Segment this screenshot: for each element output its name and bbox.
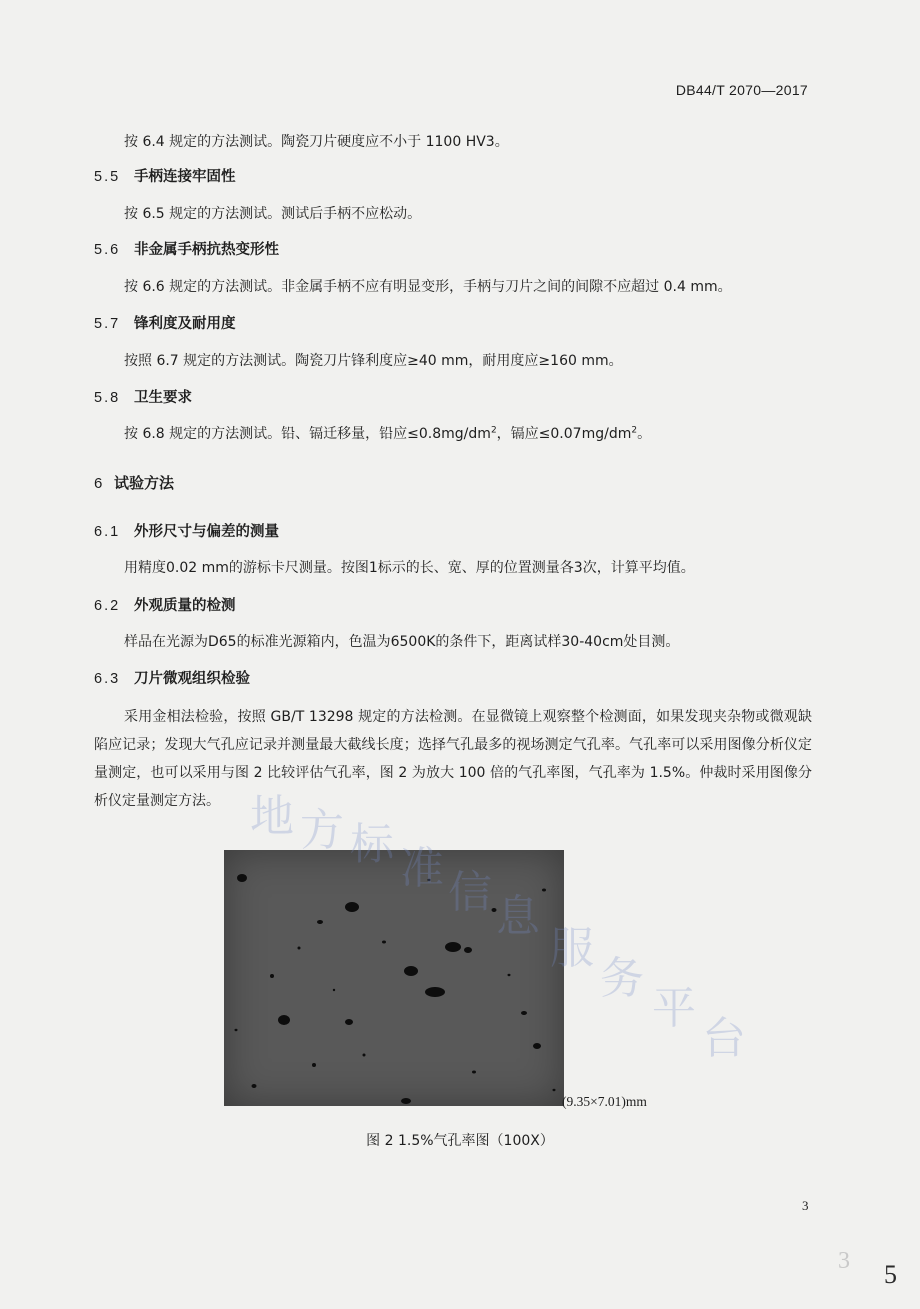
watermark-char: 方 — [300, 805, 344, 856]
heading-number: 6.1 — [94, 524, 121, 540]
page-number: 3 — [802, 1198, 809, 1213]
paragraph-5-8 — [124, 423, 651, 443]
corner-mark: 5 — [884, 1260, 897, 1289]
heading-title: 非金属手柄抗热变形性 — [134, 242, 279, 258]
paragraph-5-7: 按照 6.7 规定的方法测试。陶瓷刀片锋利度应≥40 mm，耐用度应≥160 mm。 — [124, 353, 623, 369]
heading-6-2 — [94, 594, 236, 615]
heading-5-7 — [94, 312, 236, 333]
heading-title: 试验方法 — [114, 474, 175, 492]
paragraph-5-6: 按 6.6 规定的方法测试。非金属手柄不应有明显变形，手柄与刀片之间的间隙不应超过 0.4 mm。 — [124, 279, 732, 295]
heading-title: 刀片微观组织检验 — [134, 671, 250, 687]
heading-number: 5.5 — [94, 169, 121, 185]
heading-number: 5.7 — [94, 316, 121, 332]
watermark-char: 务 — [600, 953, 644, 1004]
paragraph-6-3: 采用金相法检验，按照 GB/T 13298 规定的方法检测。在显微镜上观察整个检测面，如果发现夹杂物或微观缺陷应记录；发现大气孔应记录并测量最大截线长度；选择气孔最多的视场测定气孔率。气孔率可以采用图像分析仪定量测定，也可以采用与图 2 比较评估气孔率，图 2 为放大 100 倍的气孔率图，气孔率为 1.5%。仲裁时采用图像分析仪定量测定方法。 — [94, 709, 812, 809]
figure-caption: 图 2 1.5%气孔率图（100X） — [366, 1133, 554, 1149]
heading-number: 6.2 — [94, 598, 121, 614]
superscript: 2 — [490, 425, 497, 436]
superscript: 2 — [631, 425, 638, 436]
watermark-char: 平 — [652, 983, 696, 1034]
heading-5-8 — [94, 386, 192, 407]
watermark-char: 信 — [448, 867, 492, 918]
watermark-char: 准 — [400, 843, 444, 894]
heading-5-6 — [94, 238, 279, 259]
watermark-char: 标 — [350, 819, 394, 870]
heading-number: 5.6 — [94, 242, 121, 258]
paragraph-5-5: 按 6.5 规定的方法测试。测试后手柄不应松动。 — [124, 206, 422, 222]
heading-number: 5.8 — [94, 390, 121, 406]
heading-6-3 — [94, 667, 250, 688]
heading-number: 6 — [94, 475, 103, 492]
heading-6 — [94, 472, 174, 493]
paragraph-6-2: 样品在光源为D65的标准光源箱内，色温为6500K的条件下，距离试样30-40cm处目测。 — [124, 634, 680, 650]
heading-5-5 — [94, 165, 236, 186]
porosity-micrograph — [224, 850, 564, 1106]
paragraph-hardness: 按 6.4 规定的方法测试。陶瓷刀片硬度应不小于 1100 HV3。 — [124, 134, 509, 150]
document-code: DB44/T 2070—2017 — [675, 82, 808, 98]
watermark-char: 服 — [550, 923, 594, 974]
watermark-char: 台 — [702, 1013, 746, 1064]
text-mid: ，镉应≤0.07mg/dm — [496, 426, 632, 442]
heading-title: 卫生要求 — [134, 390, 192, 406]
micrograph-pores — [224, 850, 564, 1106]
heading-title: 手柄连接牢固性 — [134, 169, 236, 185]
text-end: 。 — [637, 426, 652, 442]
heading-title: 锋利度及耐用度 — [134, 316, 236, 332]
heading-6-1 — [94, 520, 279, 541]
watermark-char: 息 — [496, 891, 540, 942]
watermark-char: 地 — [250, 791, 294, 842]
heading-number: 6.3 — [94, 671, 121, 687]
corner-mark-faint: 3 — [838, 1248, 850, 1274]
heading-title: 外形尺寸与偏差的测量 — [134, 524, 279, 540]
text-lead: 按 6.8 规定的方法测试。铅、镉迁移量，铅应≤0.8mg/dm — [124, 426, 491, 442]
paragraph-6-1: 用精度0.02 mm的游标卡尺测量。按图1标示的长、宽、厚的位置测量各3次，计算平均值。 — [124, 560, 695, 576]
heading-title: 外观质量的检测 — [134, 598, 236, 614]
figure-dimensions: (9.35×7.01)mm — [562, 1094, 647, 1109]
